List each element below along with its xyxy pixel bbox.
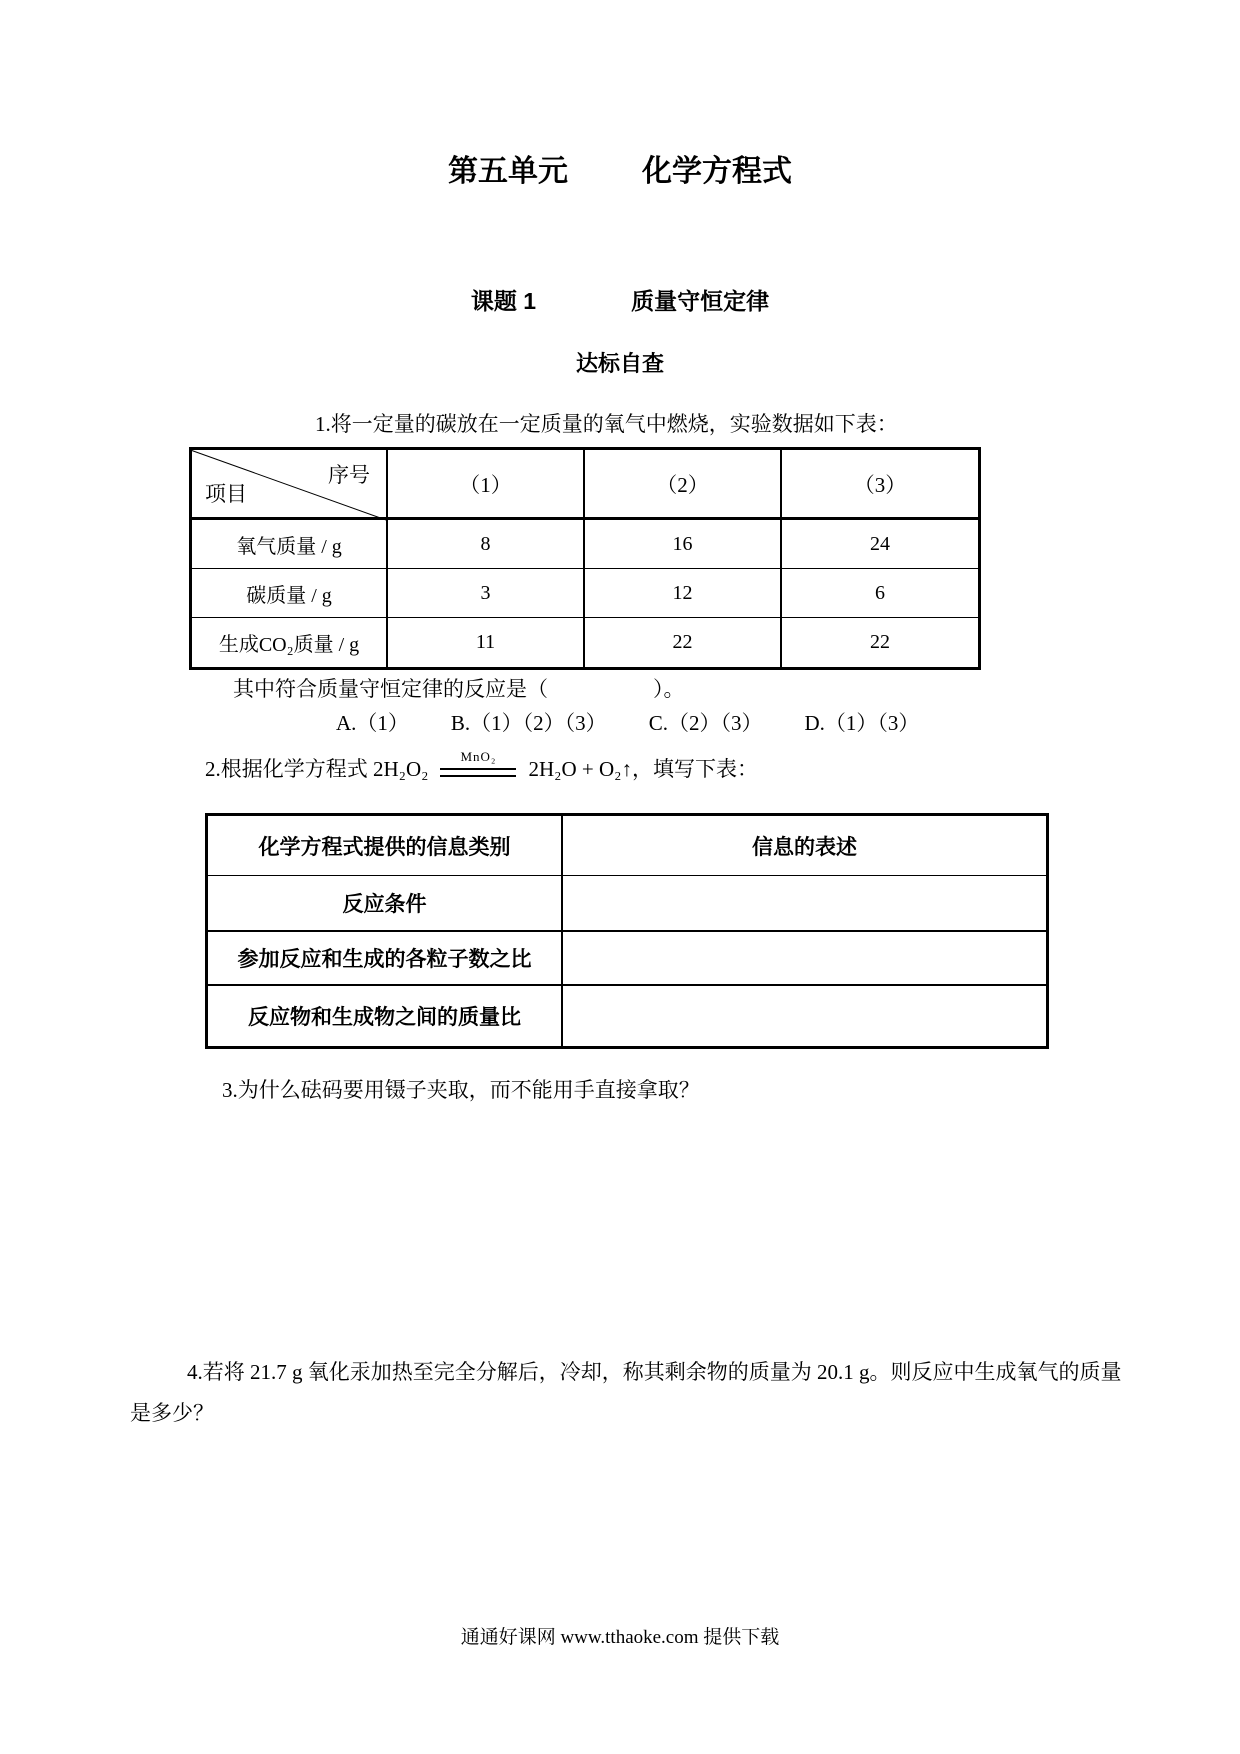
info-row-label-condition: 反应条件 [208,876,563,932]
data-cell: 24 [782,520,978,569]
info-row-label-particle-ratio: 参加反应和生成的各粒子数之比 [208,932,563,986]
row-label-carbon-mass: 碳质量 / g [192,569,388,618]
catalyst-label: MnO₂ [460,749,497,764]
unit-title [0,146,1240,190]
question-2-suffix: 2H₂O + O₂↑，填写下表： [528,757,758,782]
section-title: 达标自查 [575,351,664,376]
data-cell: 22 [585,618,782,667]
question-4: 4.若将 21.7 g 氧化汞加热至完全分解后，冷却，称其剩余物的质量为 20.1 g。则反应中生成氧气的质量是多少？ [130,1360,1122,1425]
lesson-number: 课题 1 [470,288,537,314]
footer-note: 通通好课网 www.tthaoke.com 提供下载 [460,1627,780,1648]
equation-double-line [440,768,516,777]
answer-line: 其中符合质量守恒定律的反应是（ ）。 [233,677,685,701]
column-header-2: （2） [585,450,782,520]
corner-label-item: 项目 [205,482,247,506]
unit-title-text: 化学方程式 [642,155,792,188]
chemical-equation-catalyst [440,748,516,777]
info-table [205,813,1049,1049]
empty-cell [563,932,1046,986]
data-cell: 6 [782,569,978,618]
option-a: A.（1） [336,711,409,735]
corner-label-series: 序号 [328,463,370,487]
data-cell: 11 [388,618,585,667]
lesson-title [0,283,1240,316]
lesson-name: 质量守恒定律 [631,288,770,314]
option-c: C.（2）（3） [648,711,763,735]
experiment-table [189,447,981,670]
info-row-label-mass-ratio: 反应物和生成物之间的质量比 [208,986,563,1046]
option-b: B.（1）（2）（3） [450,711,607,735]
empty-cell [563,876,1046,932]
empty-cell [563,986,1046,1046]
question-1-prompt: 1.将一定量的碳放在一定质量的氧气中燃烧，实验数据如下表： [315,412,898,436]
row-label-co2-mass: 生成CO₂质量 / g [192,618,388,667]
corner-cell [192,450,388,520]
info-table-header-description: 信息的表述 [563,816,1046,876]
options-row [336,709,919,737]
row-label-oxygen-mass: 氧气质量 / g [192,520,388,569]
data-cell: 22 [870,631,890,653]
data-cell: 8 [388,520,585,569]
data-cell: 16 [585,520,782,569]
unit-title-number: 第五单元 [448,155,568,188]
data-cell: 12 [585,569,782,618]
question-2-line [205,748,758,784]
info-table-header-category: 化学方程式提供的信息类别 [208,816,563,876]
option-d: D.（1）（3） [804,711,920,735]
question-2-prefix: 2.根据化学方程式 2H₂O₂ [205,757,429,782]
data-cell: 3 [388,569,585,618]
column-header-1: （1） [388,450,585,520]
column-header-3: （3） [782,450,978,520]
question-3: 3.为什么砝码要用镊子夹取，而不能用手直接拿取？ [222,1078,700,1102]
